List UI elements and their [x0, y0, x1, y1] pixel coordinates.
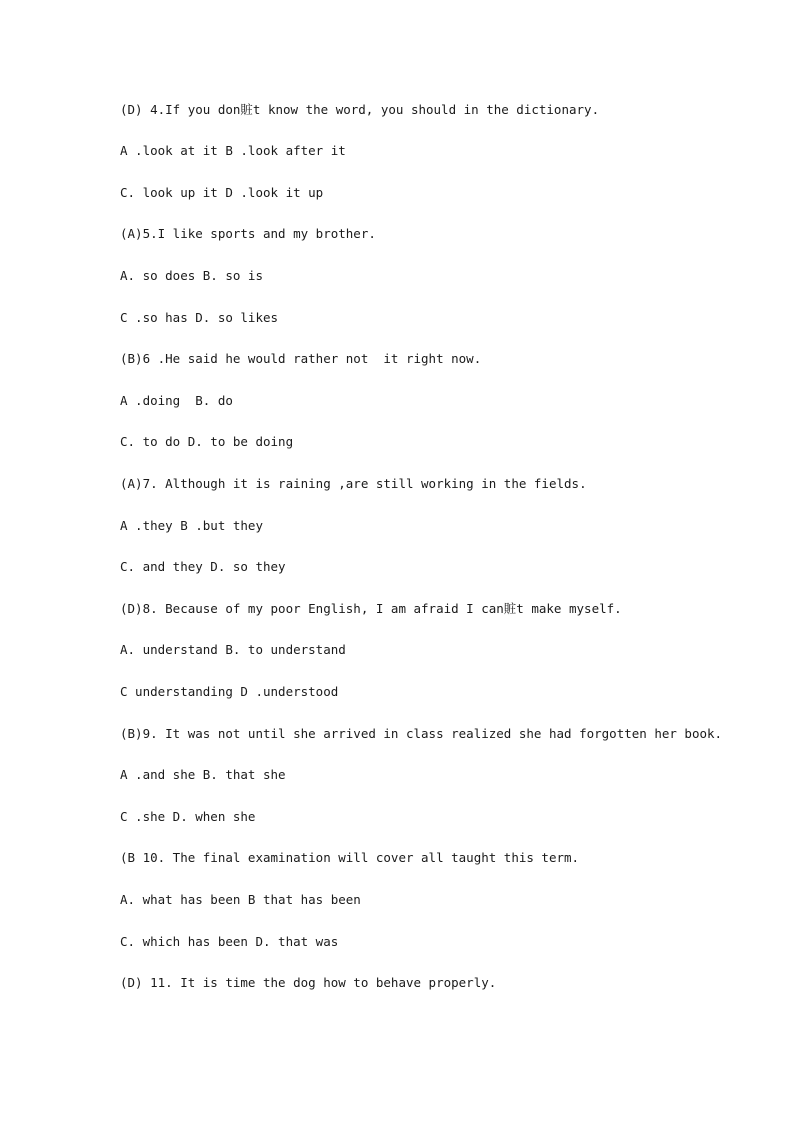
- question-9: (B)9. It was not until she arrived in class realized she had forgotten her book.: [120, 726, 723, 741]
- question-6: (B)6 .He said he would rather not it right now.: [120, 351, 482, 366]
- question-4-options-ab: A .look at it B .look after it: [120, 143, 346, 158]
- question-6-options-ab: A .doing B. do: [120, 393, 233, 408]
- question-9-options-cd: C .she D. when she: [120, 809, 256, 824]
- question-8: (D)8. Because of my poor English, I am afraid I can賍t make myself.: [120, 601, 622, 616]
- question-7: (A)7. Although it is raining ,are still working in the fields.: [120, 476, 587, 491]
- question-11: (D) 11. It is time the dog how to behave properly.: [120, 975, 497, 990]
- question-4-options-cd: C. look up it D .look it up: [120, 185, 324, 200]
- question-8-options-cd: C understanding D .understood: [120, 684, 339, 699]
- question-5-options-ab: A. so does B. so is: [120, 268, 263, 283]
- question-8-options-ab: A. understand B. to understand: [120, 642, 346, 657]
- question-9-options-ab: A .and she B. that she: [120, 767, 286, 782]
- question-10: (B 10. The final examination will cover all taught this term.: [120, 850, 580, 865]
- question-5-options-cd: C .so has D. so likes: [120, 310, 279, 325]
- question-10-options-cd: C. which has been D. that was: [120, 934, 339, 949]
- question-7-options-cd: C. and they D. so they: [120, 559, 286, 574]
- question-6-options-cd: C. to do D. to be doing: [120, 434, 294, 449]
- question-10-options-ab: A. what has been B that has been: [120, 892, 361, 907]
- question-4: (D) 4.If you don賍t know the word, you should in the dictionary.: [120, 102, 600, 117]
- question-7-options-ab: A .they B .but they: [120, 518, 263, 533]
- question-5: (A)5.I like sports and my brother.: [120, 226, 376, 241]
